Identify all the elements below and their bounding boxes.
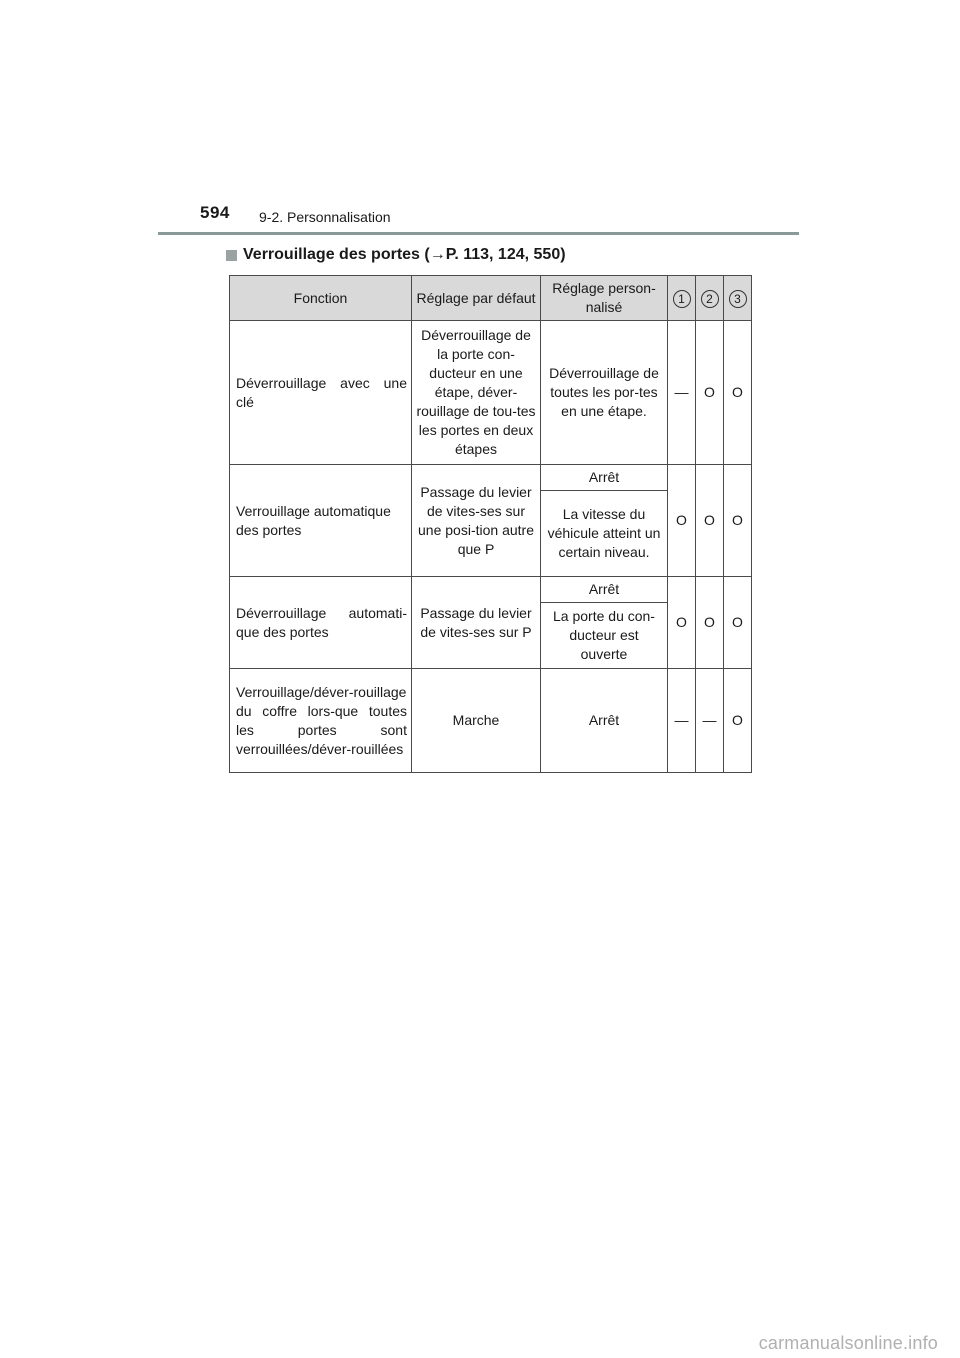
- page-number: 594: [200, 203, 230, 222]
- header-function: Fonction: [230, 276, 412, 321]
- row-method-3: O: [724, 669, 752, 773]
- row-method-3: O: [724, 465, 752, 577]
- table-row: [230, 577, 752, 603]
- row-function: Déverrouillage avec une clé: [230, 321, 412, 465]
- table-header-row: [230, 276, 752, 321]
- row-custom-option-a: Arrêt: [541, 465, 668, 491]
- header-method-2: [696, 276, 724, 321]
- table-row: [230, 465, 752, 491]
- header-method-1: [668, 276, 696, 321]
- row-method-2: O: [696, 465, 724, 577]
- row-method-2: —: [696, 669, 724, 773]
- table-row: [230, 669, 752, 773]
- row-default: Déverrouillage de la porte con-ducteur en une étape, déver-rouillage de tou-tes les portes en deux étapes: [412, 321, 541, 465]
- watermark-text: carmanualsonline.info: [758, 1333, 938, 1353]
- row-custom-option-a: Arrêt: [541, 577, 668, 603]
- customization-table: [229, 275, 752, 773]
- circled-number-1-icon: 1: [673, 290, 691, 308]
- header-custom: Réglage person-nalisé: [541, 276, 668, 321]
- row-method-1: O: [668, 577, 696, 669]
- table-row: [230, 321, 752, 465]
- section-heading: [226, 246, 566, 264]
- circled-number-3-icon: 3: [729, 290, 747, 308]
- row-method-2: O: [696, 321, 724, 465]
- row-custom: Déverrouillage de toutes les por-tes en une étape.: [541, 321, 668, 465]
- header-divider: [158, 232, 799, 235]
- row-method-3: O: [724, 321, 752, 465]
- row-function: Verrouillage/déver-rouillage du coffre lors-que toutes les portes sont verrouillées/déver-rouillées: [230, 669, 412, 773]
- circled-number-2-icon: 2: [701, 290, 719, 308]
- row-custom-option-b: La porte du con-ducteur est ouverte: [541, 603, 668, 669]
- row-default: Passage du levier de vites-ses sur P: [412, 577, 541, 669]
- row-custom: Arrêt: [541, 669, 668, 773]
- row-custom-option-b: La vitesse du véhicule atteint un certain niveau.: [541, 491, 668, 577]
- row-method-3: O: [724, 577, 752, 669]
- row-method-1: —: [668, 321, 696, 465]
- header-method-3: [724, 276, 752, 321]
- section-title-text: Verrouillage des portes (→P. 113, 124, 550): [243, 246, 566, 263]
- row-method-1: —: [668, 669, 696, 773]
- chapter-title: 9-2. Personnalisation: [259, 209, 391, 225]
- row-function: Verrouillage automatique des portes: [230, 465, 412, 577]
- row-default: Passage du levier de vites-ses sur une posi-tion autre que P: [412, 465, 541, 577]
- row-function: Déverrouillage automati-que des portes: [230, 577, 412, 669]
- row-method-1: O: [668, 465, 696, 577]
- row-method-2: O: [696, 577, 724, 669]
- square-bullet-icon: [226, 250, 237, 261]
- header-default: Réglage par défaut: [412, 276, 541, 321]
- row-default: Marche: [412, 669, 541, 773]
